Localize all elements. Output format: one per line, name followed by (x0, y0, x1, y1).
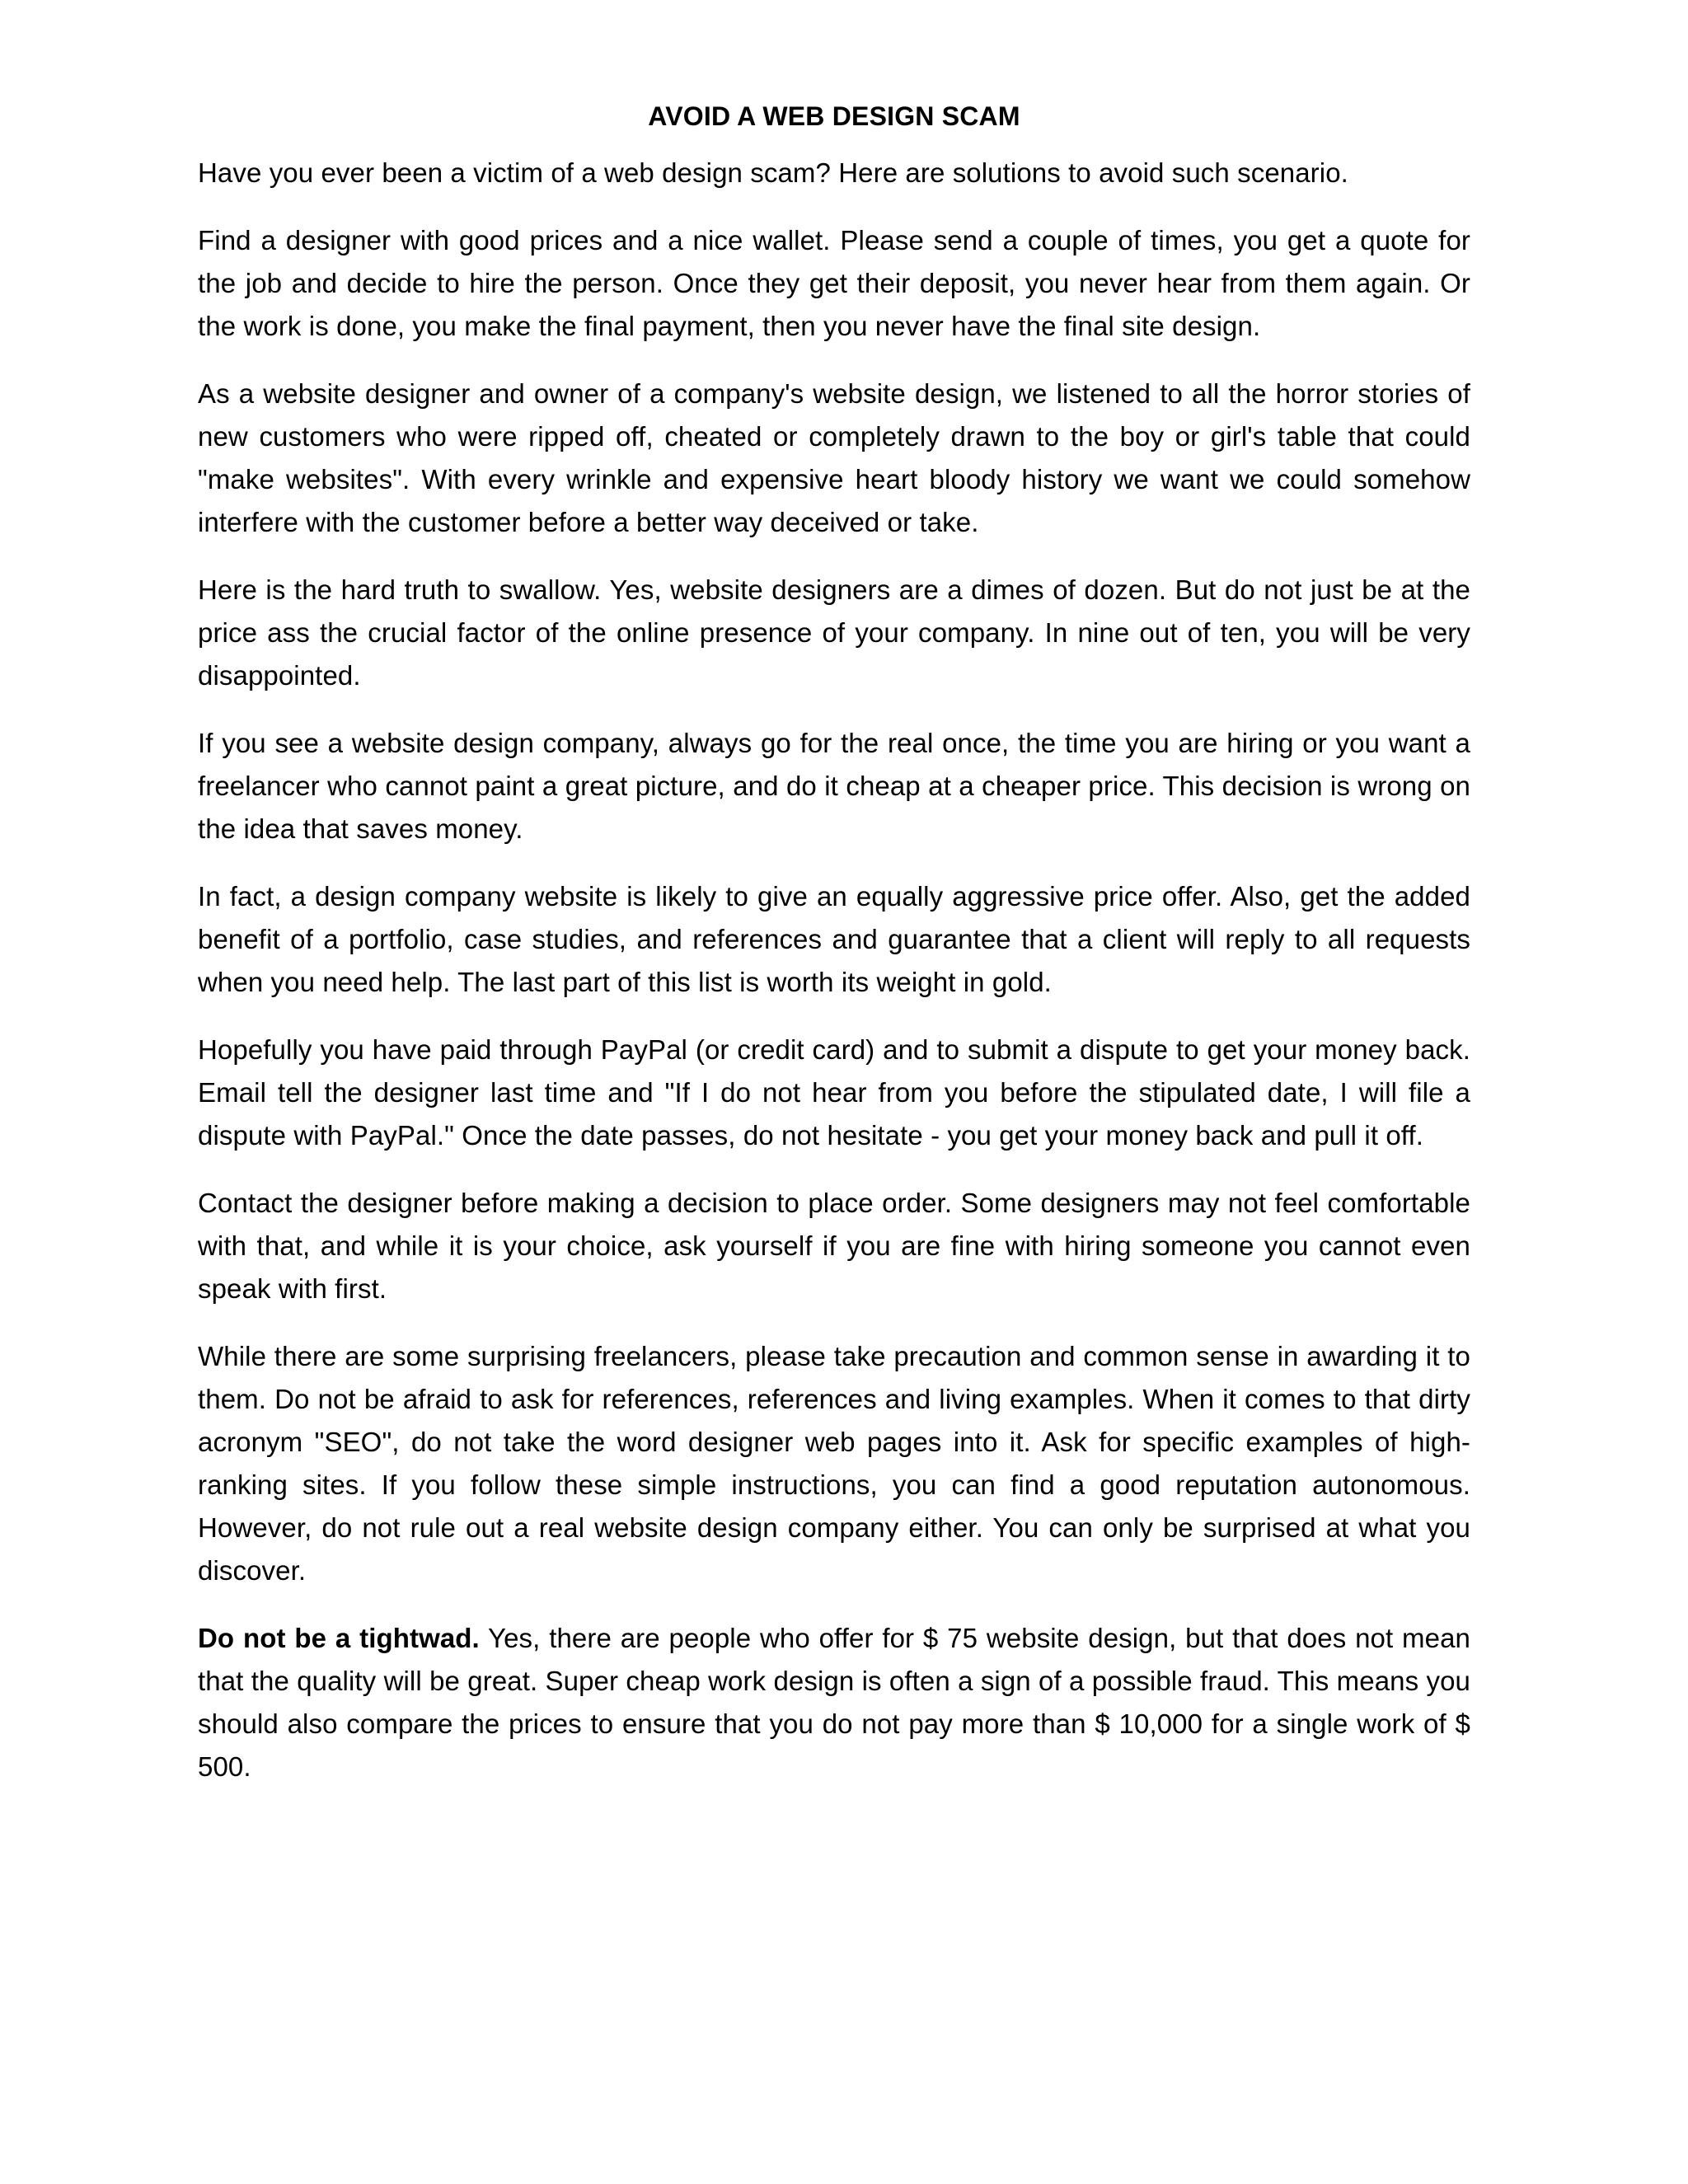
paragraph-5: If you see a website design company, always go for the real once, the time you are hiring or you want a freelancer who cannot paint a great picture, and do it cheap at a cheaper price. This decision is wrong on the idea that saves money. (198, 728, 1470, 844)
paragraph-last-text: Yes, there are people who offer for $ 75 website design, but that does not mean that the quality will be great. Super cheap work design is often a sign of a possible fraud. This means you should also compare the prices to ensure that you do not pay more than $ 10,000 for a single work of $ 500. (198, 1623, 1470, 1782)
document-title: AVOID A WEB DESIGN SCAM (648, 101, 1020, 131)
paragraph-6: In fact, a design company website is likely to give an equally aggressive price offer. Also, get the added benefit of a portfolio, case studies, and references and guarantee that a client will reply to all requests when you need help. The last part of this list is worth its weight in gold. (198, 881, 1470, 997)
paragraph-2: Find a designer with good prices and a nice wallet. Please send a couple of times, you get a quote for the job and decide to hire the person. Once they get their deposit, you never hear from them again. Or the work is done, you make the final payment, then you never have the final site design. (198, 225, 1470, 341)
paragraph-3: As a website designer and owner of a company's website design, we listened to all the horror stories of new customers who were ripped off, cheated or completely drawn to the boy or girl's table that could "make websites". With every wrinkle and expensive heart bloody history we want we could somehow interfere with the customer before a better way deceived or take. (198, 378, 1470, 537)
paragraph-last (198, 1617, 1470, 1788)
paragraph-last-bold-lead: Do not be a tightwad. (198, 1623, 480, 1653)
paragraph-4: Here is the hard truth to swallow. Yes, website designers are a dimes of dozen. But do not just be at the price ass the crucial factor of the online presence of your company. In nine out of ten, you will be very disappointed. (198, 574, 1470, 691)
paragraph-8: Contact the designer before making a decision to place order. Some designers may not feel comfortable with that, and while it is your choice, ask yourself if you are fine with hiring someone you cannot even speak with first. (198, 1188, 1470, 1304)
paragraph-7: Hopefully you have paid through PayPal (or credit card) and to submit a dispute to get your money back. Email tell the designer last time and "If I do not hear from you before the stipulated date, I will file a dispute with PayPal." Once the date passes, do not hesitate - you get your money back and pull it off. (198, 1034, 1470, 1151)
paragraph-9: While there are some surprising freelancers, please take precaution and common sense in awarding it to them. Do not be afraid to ask for references, references and living examples. When it comes to that dirty acronym "SEO", do not take the word designer web pages into it. Ask for specific examples of high-ranking sites. If you follow these simple instructions, you can find a good reputation autonomous. However, do not rule out a real website design company either. You can only be surprised at what you discover. (198, 1341, 1470, 1586)
document-body (198, 96, 1470, 1813)
paragraph-intro: Have you ever been a victim of a web design scam? Here are solutions to avoid such scenario. (198, 157, 1348, 188)
